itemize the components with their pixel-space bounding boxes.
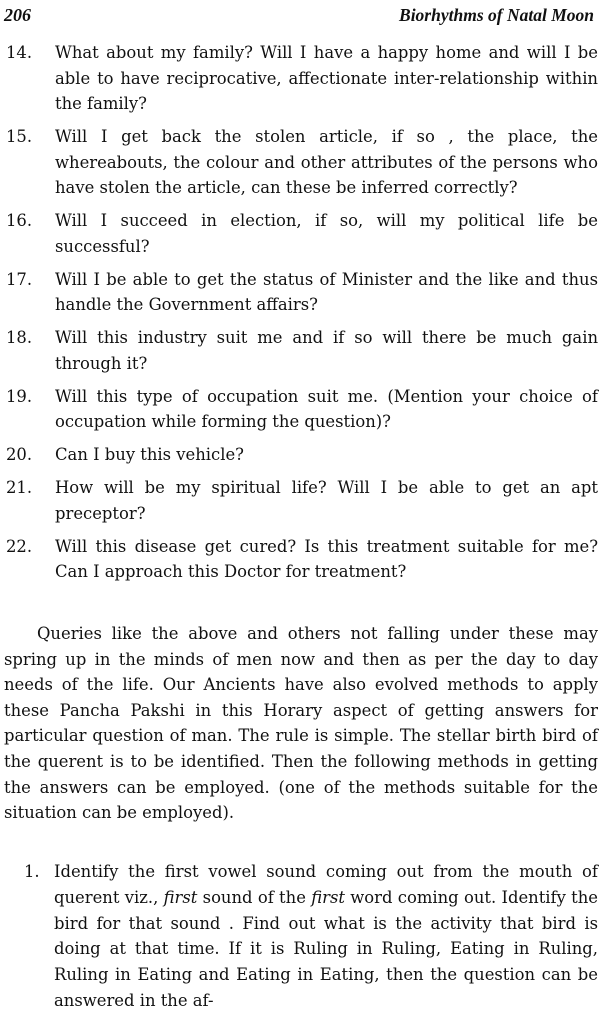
- item-text: What about my family? Will I have a happy home and will I be able to have reciprocative, affectionate inter-relationship within the family?: [55, 43, 598, 113]
- item-number: 21.: [6, 478, 33, 497]
- list-item: [6, 534, 598, 585]
- item-number: 18.: [6, 328, 33, 347]
- list-item: [6, 40, 598, 117]
- question-list: [6, 40, 598, 592]
- item-text: Will I be able to get the status of Minister and the like and thus handle the Government affairs?: [55, 269, 598, 314]
- item-text: Will this disease get cured? Is this treatment suitable for me? Can I approach this Doctor for treatment?: [55, 536, 598, 581]
- list-item: [6, 267, 598, 318]
- list-item: [6, 442, 598, 468]
- text-run: word coming out. Identify the bird for that sound . Find out what is the activity that bird is doing at that time. If it is Ruling in Ruling, Eating in Ruling, Ruling in Eating and Eating in Eating, then the question can be answered in the af-: [54, 887, 598, 1010]
- item-number: 14.: [6, 43, 33, 62]
- list-item: [6, 124, 598, 201]
- method-text: [54, 862, 598, 1010]
- text-run: sound of the: [197, 887, 312, 907]
- item-number: 22.: [6, 536, 33, 556]
- item-text: Will I succeed in election, if so, will my political life be successful?: [55, 211, 598, 256]
- list-item: [6, 475, 598, 526]
- list-item: [6, 325, 598, 376]
- item-number: 19.: [6, 386, 33, 406]
- item-number: 16.: [6, 211, 33, 230]
- item-text: Will this type of occupation suit me. (Mention your choice of occupation while forming the question)?: [55, 386, 598, 431]
- emphasis: first: [311, 887, 345, 907]
- page-number: 206: [4, 5, 31, 25]
- book-title: Biorhythms of Natal Moon: [399, 5, 594, 25]
- list-item: [24, 859, 598, 1014]
- body-paragraph: Queries like the above and others not falling under these may spring up in the minds of men now and then as per the day to day needs of the life. Our Ancients have also evolved methods to apply these Pancha Pakshi in this Horary aspect of getting answers for particular question of man. The rule is simple. The stellar birth bird of the querent is to be identified. Then the following methods in getting the answers can be employed. (one of the methods suitable for the situation can be employed).: [4, 624, 598, 823]
- list-item: [6, 208, 598, 259]
- item-text: Will this industry suit me and if so will there be much gain through it?: [55, 328, 598, 373]
- emphasis: first: [163, 887, 198, 907]
- item-number: 15.: [6, 127, 33, 146]
- running-head: [4, 2, 594, 30]
- item-number: 1.: [24, 862, 40, 881]
- text-run: Identify the first vowel sound coming out from the mouth of querent viz.,: [54, 862, 598, 907]
- item-number: 20.: [6, 445, 33, 464]
- item-text: Can I buy this vehicle?: [55, 445, 244, 464]
- item-text: Will I get back the stolen article, if so , the place, the whereabouts, the colour and other attributes of the persons who have stolen the article, can these be inferred correctly?: [55, 127, 598, 197]
- item-text: How will be my spiritual life? Will I be able to get an apt preceptor?: [55, 478, 598, 523]
- item-number: 17.: [6, 269, 33, 289]
- method-list: [24, 859, 598, 1014]
- list-item: [6, 384, 598, 435]
